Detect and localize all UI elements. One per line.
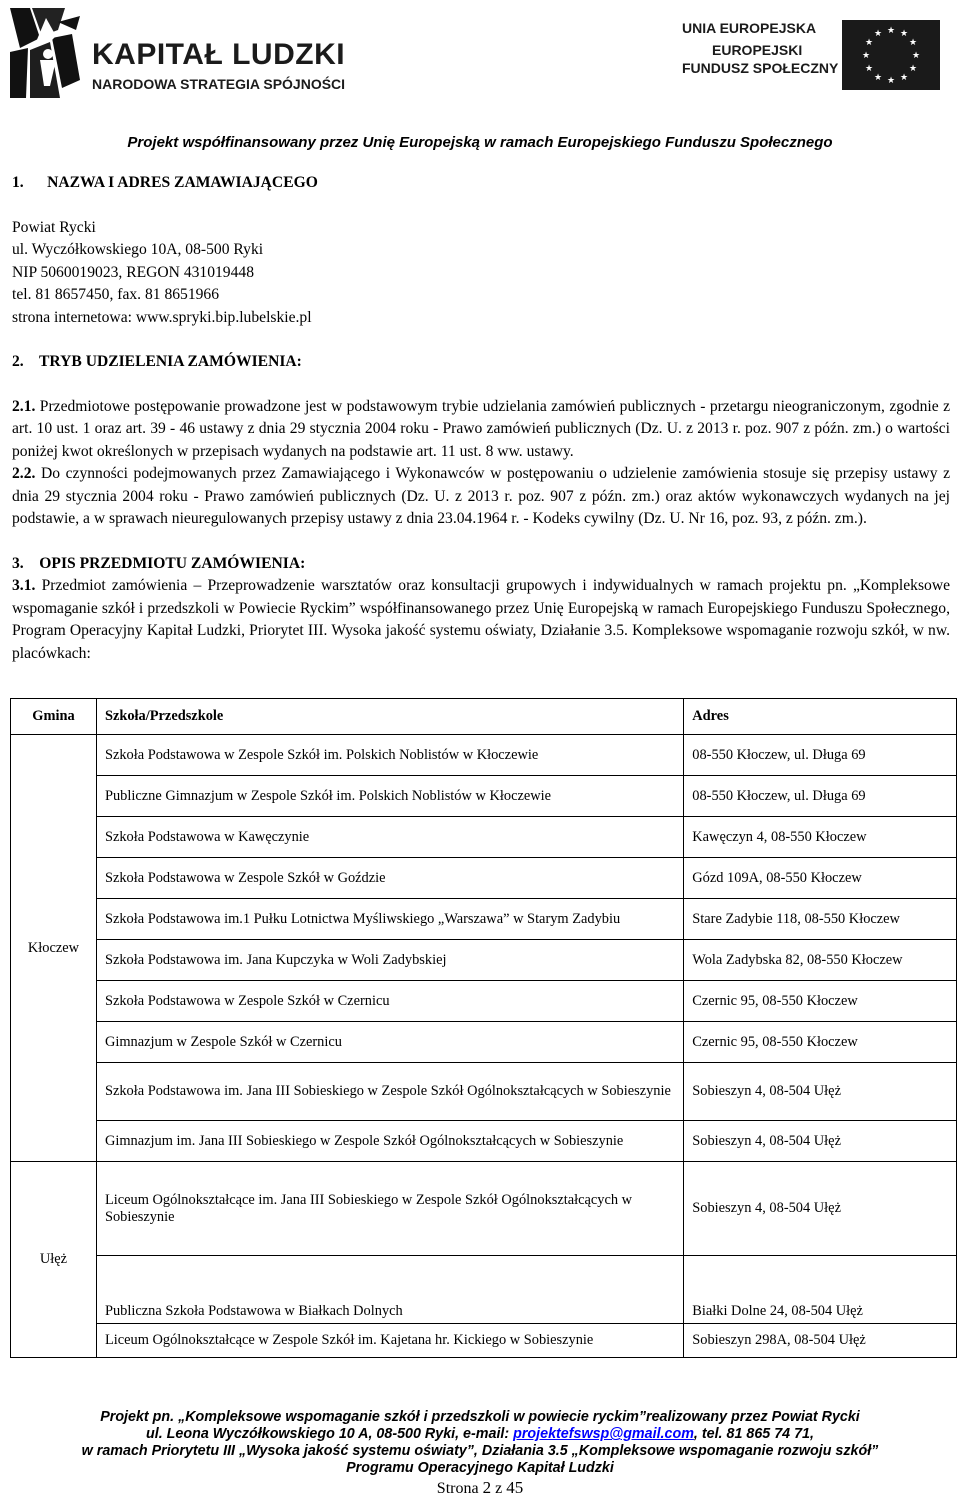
eu-logo-line1: UNIA EUROPEJSKA [682, 20, 817, 36]
eu-flag-icon [842, 20, 940, 90]
footer-phone: , tel. 81 865 74 71, [693, 1426, 814, 1442]
logo-left-subtitle: NARODOWA STRATEGIA SPÓJNOŚCI [92, 76, 346, 92]
table-row [11, 817, 957, 858]
section3-p1-number: 3.1. [12, 577, 36, 594]
school-cell: Liceum Ogólnokształcące im. Jana III Sobieskiego w Zespole Szkół Ogólnokształcących w Sobieszynie [96, 1162, 683, 1256]
header-school: Szkoła/Przedszkole [96, 699, 683, 735]
footer-line1: Projekt pn. „Kompleksowe wspomaganie szkół i przedszkoli w powiecie ryckim”realizowany przez Powiat Rycki [100, 1409, 860, 1425]
page-total: 45 [506, 1478, 524, 1497]
school-cell: Szkoła Podstawowa w Kawęczynie [96, 817, 683, 858]
orderer-nip-regon: NIP 5060019023, REGON 431019448 [12, 263, 254, 281]
svg-text:★: ★ [873, 73, 883, 83]
project-cofinanced-header: Projekt współfinansowany przez Unię Europejską w ramach Europejskiego Funduszu Społecznego [127, 134, 833, 151]
school-cell: Gimnazjum w Zespole Szkół w Czernicu [96, 1022, 683, 1063]
address-cell: Sobieszyn 4, 08-504 Ułęż [684, 1063, 957, 1121]
svg-text:★: ★ [861, 51, 871, 61]
table-row [11, 776, 957, 817]
section1-title: NAZWA I ADRES ZAMAWIAJĄCEGO [47, 174, 318, 191]
section2-title: TRYB UDZIELENIA ZAMÓWIENIA: [39, 353, 302, 370]
section2-paragraph-1 [12, 396, 950, 464]
section2-p1-number: 2.1. [12, 397, 36, 415]
page-current: 2 [482, 1478, 492, 1497]
section1-number: 1. [12, 174, 24, 191]
section2-heading [12, 351, 950, 374]
table-row [11, 858, 957, 899]
address-cell: Gózd 109A, 08-550 Kłoczew [684, 858, 957, 899]
table-row [11, 1324, 957, 1358]
table-row [11, 735, 957, 776]
address-cell: Kawęczyn 4, 08-550 Kłoczew [684, 817, 957, 858]
address-cell: 08-550 Kłoczew, ul. Długa 69 [684, 776, 957, 817]
svg-text:★: ★ [873, 29, 883, 39]
table-row [11, 940, 957, 981]
orderer-name: Powiat Rycki [12, 218, 96, 236]
address-cell: Czernic 95, 08-550 Kłoczew [684, 1022, 957, 1063]
gmina-cell: Ułęż [11, 1162, 97, 1358]
table-header-row [11, 699, 957, 735]
orderer-phone-fax: tel. 81 8657450, fax. 81 8651966 [12, 286, 220, 303]
footer-line2 [0, 1426, 960, 1443]
school-cell: Szkoła Podstawowa im. Jana III Sobieskiego w Zespole Szkół Ogólnokształcących w Sobieszynie [96, 1063, 683, 1121]
school-cell: Szkoła Podstawowa w Zespole Szkół im. Polskich Noblistów w Kłoczewie [96, 735, 683, 776]
address-cell: 08-550 Kłoczew, ul. Długa 69 [684, 735, 957, 776]
svg-text:★: ★ [886, 26, 896, 36]
footer-address: ul. Leona Wyczółkowskiego 10 A, 08-500 Ryki, e-mail: [146, 1426, 514, 1442]
eu-logo [672, 20, 940, 92]
section2-p2-text: Do czynności podejmowanych przez Zamawiającego i Wykonawców w postępowaniu o udzielenie zamówienia stosuje się przepisy ustawy z dnia 29 stycznia 2004 roku - Prawo zamówień publicznych (Dz. U. z 2013 r. poz. 907 z późn. zm.) oraz aktów wykonawczych wydanych na jej podstawie, a w sprawach nieuregulowanych przepisy ustawy z dnia 23.04.1964 r. - Kodeks cywilny (Dz. U. Nr 16, poz. 93, z późn. zm.). [12, 465, 951, 527]
school-cell: Szkoła Podstawowa im.1 Pułku Lotnictwa Myśliwskiego „Warszawa” w Starym Zadybiu [96, 899, 683, 940]
header-address: Adres [684, 699, 957, 735]
eu-logo-line2: EUROPEJSKI [712, 42, 803, 58]
page-footer [0, 1409, 960, 1477]
section2-p1-text: Przedmiotowe postępowanie prowadzone jest w podstawowym trybie udzielania zamówień publicznych - przetargu nieograniczonym, zgodnie z art. 10 ust. 1 oraz art. 39 - 46 ustawy z dnia 29 stycznia 2004 roku - Prawo zamówień publicznych (Dz. U. z 2013 r. poz. 907 z późn. zm.) o wartości poniżej kwot określonych w przepisach wydanych na podstawie art. 11 ust. 8 ww. ustawy. [12, 397, 950, 460]
svg-text:★: ★ [864, 64, 874, 74]
page-sep: z [495, 1480, 503, 1497]
svg-text:★: ★ [899, 29, 909, 39]
table-row [11, 1121, 957, 1162]
schools-table [10, 698, 957, 1358]
school-cell: Gimnazjum im. Jana III Sobieskiego w Zespole Szkół Ogólnokształcących w Sobieszynie [96, 1121, 683, 1162]
orderer-address: ul. Wyczółkowskiego 10A, 08-500 Ryki [12, 241, 264, 258]
school-cell: Publiczne Gimnazjum w Zespole Szkół im. Polskich Noblistów w Kłoczewie [96, 776, 683, 817]
svg-text:★: ★ [908, 64, 918, 74]
table-row [11, 1022, 957, 1063]
svg-text:★: ★ [886, 76, 896, 86]
school-cell: Liceum Ogólnokształcące w Zespole Szkół im. Kajetana hr. Kickiego w Sobieszynie [96, 1324, 683, 1358]
logo-left-title: KAPITAŁ LUDZKI [92, 38, 346, 71]
page-number [0, 1478, 960, 1498]
table-row [11, 1063, 957, 1121]
section2-paragraph-2 [12, 463, 950, 531]
school-cell: Szkoła Podstawowa w Zespole Szkół w Goździe [96, 858, 683, 899]
address-cell: Wola Zadybska 82, 08-550 Kłoczew [684, 940, 957, 981]
section3-p1-text: Przedmiot zamówienia – Przeprowadzenie warsztatów oraz konsultacji grupowych i indywidualnych w ramach projektu pn. „Kompleksowe wspomaganie szkół i przedszkoli w Powiecie Ryckim” współfinansowanego przez Unię Europejską w ramach Europejskiego Funduszu Społecznego, Program Operacyjny Kapitał Ludzki, Priorytet III. Wysoka jakość systemu oświaty, Działanie 3.5. Kompleksowe wspomaganie rozwoju szkół, w nw. placówkach: [12, 577, 950, 662]
table-row [11, 1162, 957, 1256]
svg-text:★: ★ [864, 38, 874, 48]
footer-email-link[interactable]: projektefswsp@gmail.com [513, 1426, 694, 1442]
orderer-website: strona internetowa: www.spryki.bip.lubelskie.pl [12, 308, 312, 326]
gmina-cell: Kłoczew [11, 735, 97, 1162]
school-cell: Publiczna Szkoła Podstawowa w Białkach Dolnych [96, 1256, 683, 1324]
svg-text:★: ★ [911, 51, 921, 61]
footer-line3: w ramach Priorytetu III „Wysoka jakość systemu oświaty”, Działania 3.5 „Kompleksowe wspomaganie rozwoju szkół” [81, 1443, 879, 1459]
svg-text:★: ★ [908, 38, 918, 48]
section2-p2-number: 2.2. [12, 465, 36, 482]
eu-logo-line3: FUNDUSZ SPOŁECZNY [682, 60, 839, 76]
address-cell: Białki Dolne 24, 08-504 Ułęż [684, 1256, 957, 1324]
header-gmina: Gmina [11, 699, 97, 735]
school-cell: Szkoła Podstawowa im. Jana Kupczyka w Woli Zadybskiej [96, 940, 683, 981]
table-row [11, 1256, 957, 1324]
section3-heading [12, 553, 950, 576]
school-cell: Szkoła Podstawowa w Zespole Szkół w Czernicu [96, 981, 683, 1022]
page-label: Strona [436, 1480, 479, 1497]
address-cell: Czernic 95, 08-550 Kłoczew [684, 981, 957, 1022]
section3-paragraph-1 [12, 575, 950, 665]
section1-heading [12, 172, 950, 195]
kapital-ludzki-logo [10, 8, 355, 98]
address-cell: Stare Zadybie 118, 08-550 Kłoczew [684, 899, 957, 940]
address-cell: Sobieszyn 4, 08-504 Ułęż [684, 1121, 957, 1162]
svg-text:★: ★ [899, 73, 909, 83]
section2-number: 2. [12, 353, 24, 370]
section3-title: OPIS PRZEDMIOTU ZAMÓWIENIA: [39, 554, 306, 572]
table-row [11, 899, 957, 940]
main-content [12, 172, 950, 665]
address-cell: Sobieszyn 4, 08-504 Ułęż [684, 1162, 957, 1256]
table-row [11, 981, 957, 1022]
address-cell: Sobieszyn 298A, 08-504 Ułęż [684, 1324, 957, 1358]
footer-line4: Programu Operacyjnego Kapitał Ludzki [346, 1460, 614, 1476]
section3-number: 3. [12, 554, 24, 572]
